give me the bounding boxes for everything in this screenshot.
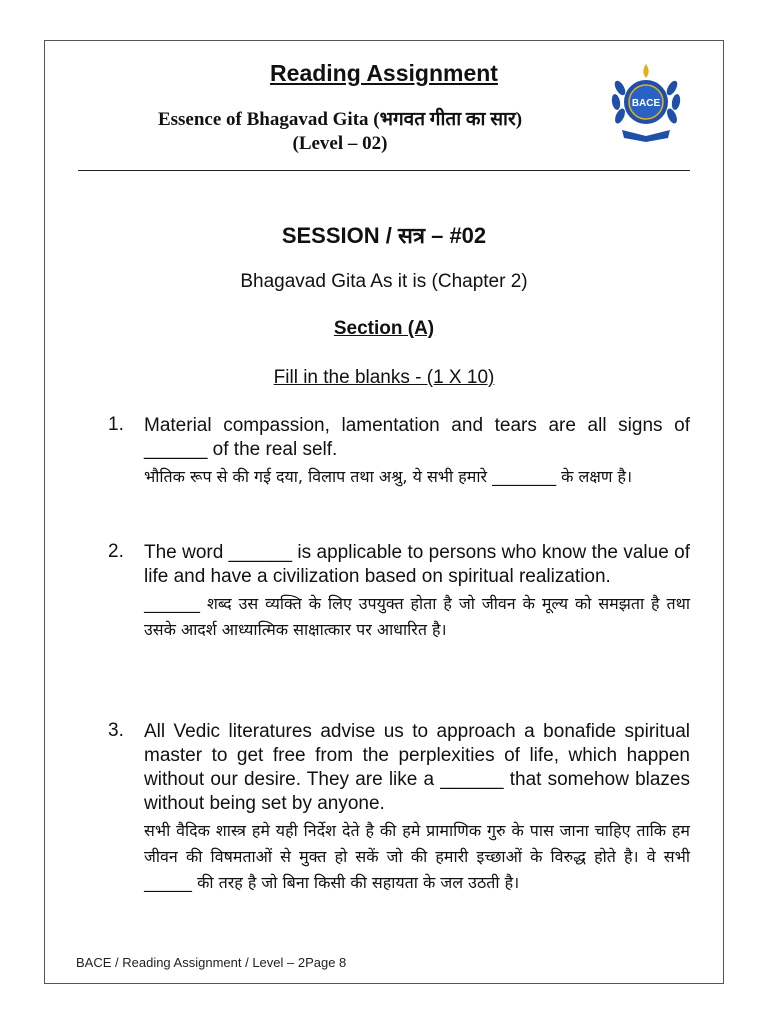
instruction-label: Fill in the blanks - (1 X 10) [273, 367, 495, 388]
page-footer: BACE / Reading Assignment / Level – 2Page 8 [76, 955, 347, 970]
header-divider [78, 170, 690, 171]
document-subtitle: Essence of Bhagavad Gita (भगवत गीता का सार) [157, 109, 523, 130]
question-item [108, 414, 690, 490]
question-text-english: All Vedic literatures advise us to approach a bonafide spiritual master to get free from the perplexities of life, which happen without our desire. They are like a ______ that somehow blazes without being set by anyone. [144, 721, 690, 814]
question-text-hindi: भौतिक रूप से की गई दया, विलाप तथा अश्रु, ये सभी हमारे ________ के लक्षण है। [144, 467, 633, 486]
question-number: 3. [108, 720, 124, 741]
section-title: Section (A) [333, 318, 435, 339]
question-text-hindi: _______ शब्द उस व्यक्ति के लिए उपयुक्त होता है जो जीवन के मूल्य को समझता है तथा उसके आदर्श आध्यात्मिक साक्षात्कार पर आधारित है। [144, 594, 690, 639]
question-number: 1. [108, 414, 124, 435]
question-item [108, 541, 690, 643]
question-text-english: Material compassion, lamentation and tears are all signs of ______ of the real self. [144, 415, 690, 460]
flame-icon [643, 64, 648, 78]
question-item [108, 720, 690, 896]
question-text-hindi: सभी वैदिक शास्त्र हमे यही निर्देश देते है की हमे प्रामाणिक गुरु के पास जाना चाहिए ताकि हम जीवन की विषमताओं से मुक्त हो सकें जो की हमारी इच्छाओं के विरुद्ध होते है। वे सभी ______ की तरह है जो बिना किसी की सहायता के जल उठती है। [144, 821, 690, 892]
session-title: SESSION / सत्र – #02 [281, 223, 487, 248]
question-number: 2. [108, 541, 124, 562]
chapter-title: Bhagavad Gita As it is (Chapter 2) [240, 271, 528, 292]
page-title: Reading Assignment [270, 60, 498, 86]
bace-logo [606, 58, 686, 142]
question-text-english: The word ______ is applicable to persons who know the value of life and have a civilization based on spiritual realization. [144, 542, 690, 587]
level-label: (Level – 02) [292, 133, 388, 154]
svg-text:BACE: BACE [631, 98, 661, 109]
